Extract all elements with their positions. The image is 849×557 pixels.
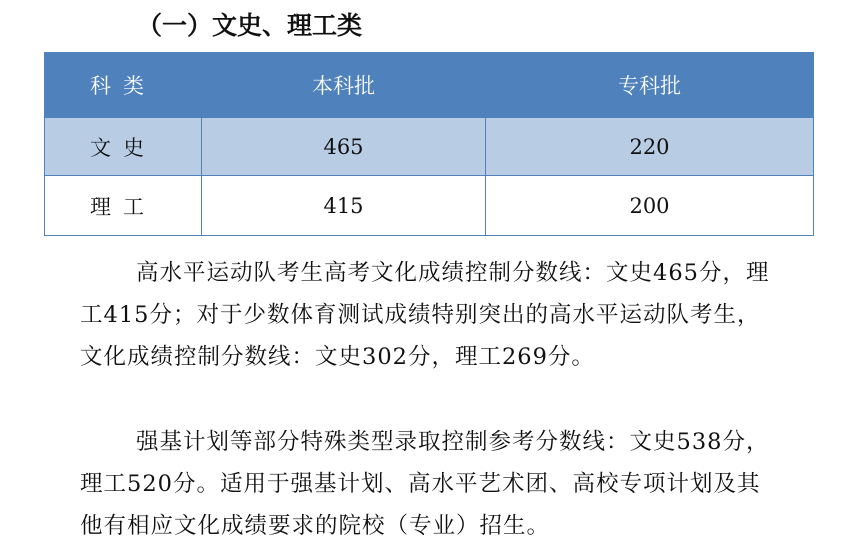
paragraph-sports-team: 高水平运动队考生高考文化成绩控制分数线：文史465分，理工415分；对于少数体育测试成绩特别突出的高水平运动队考生，文化成绩控制分数线：文史302分，理工269分。: [80, 260, 770, 370]
cell-junior: 220: [486, 118, 814, 176]
section-heading: （一）文史、理工类: [137, 11, 363, 40]
cell-junior: 200: [486, 176, 814, 236]
table-header-row: [45, 53, 814, 118]
cell-undergrad: 415: [202, 176, 486, 236]
cell-category: 文史: [45, 118, 202, 176]
cell-category: 理工: [45, 176, 202, 236]
paragraph-special-admission: 强基计划等部分特殊类型录取控制参考分数线：文史538分，理工520分。适用于强基计划、高水平艺术团、高校专项计划及其他有相应文化成绩要求的院校（专业）招生。: [80, 429, 770, 539]
table-row: [45, 118, 814, 176]
table-row: [45, 176, 814, 236]
header-junior: 专科批: [486, 53, 814, 118]
cell-undergrad: 465: [202, 118, 486, 176]
header-category: 科类: [45, 53, 202, 118]
score-table: [44, 52, 814, 236]
header-undergrad: 本科批: [202, 53, 486, 118]
